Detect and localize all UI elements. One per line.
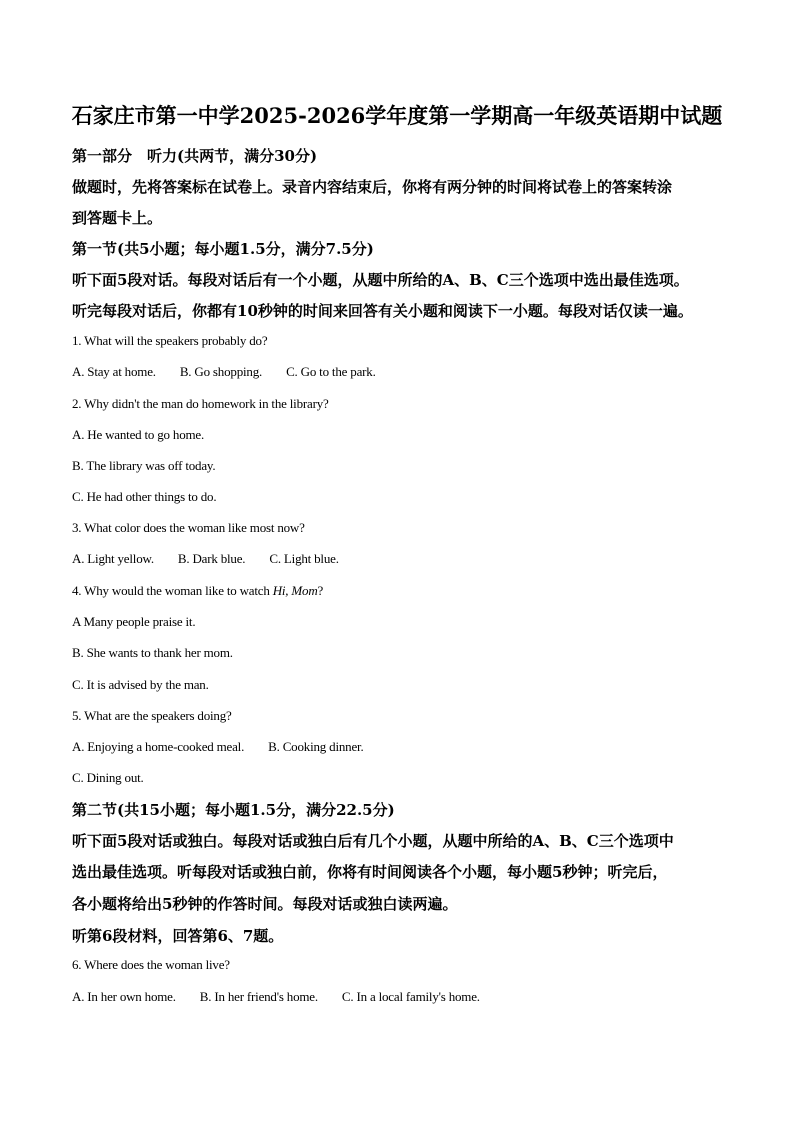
q5-options [72, 739, 364, 755]
section1-instruction-2: 听完每段对话后，你都有10秒钟的时间来回答有关小题和阅读下一小题。每段对话仅读一遍。 [72, 302, 693, 320]
q6-option-b: B. In her friend's home. [199, 989, 318, 1004]
q2-stem: 2. Why didn't the man do homework in the library? [72, 396, 329, 411]
q4-stem [72, 583, 323, 599]
q3-options [72, 551, 339, 567]
q4-option-b: B. She wants to thank her mom. [72, 645, 233, 660]
q3-option-a: A. Light yellow. [72, 551, 154, 566]
section1-heading: 第一节(共5小题；每小题1.5分，满分7.5分) [72, 240, 374, 258]
q4-stem-text: 4. Why would the woman like to watch [72, 583, 273, 598]
q5-stem: 5. What are the speakers doing? [72, 708, 232, 723]
q1-option-c: C. Go to the park. [286, 364, 376, 379]
q1-option-b: B. Go shopping. [179, 364, 263, 379]
q6-options [72, 989, 480, 1005]
q6-option-a: A. In her own home. [72, 989, 176, 1004]
section2-instruction-2: 选出最佳选项。听每段对话或独白前，你将有时间阅读各个小题，每小题5秒钟；听完后， [72, 863, 668, 881]
q6-stem: 6. Where does the woman live? [72, 957, 230, 972]
q3-option-c: C. Light blue. [269, 551, 339, 566]
section2-heading: 第二节(共15小题；每小题1.5分，满分22.5分) [72, 801, 395, 819]
q3-option-b: B. Dark blue. [177, 551, 246, 566]
section1-instruction-1: 听下面5段对话。每段对话后有一个小题，从题中所给的A、B、C三个选项中选出最佳选项。 [72, 271, 689, 289]
q1-options [72, 364, 376, 380]
q4-option-a: A Many people praise it. [72, 614, 196, 629]
part1-heading: 第一部分 听力(共两节，满分30分) [72, 147, 318, 165]
q2-option-c: C. He had other things to do. [72, 489, 217, 504]
q2-option-a: A. He wanted to go home. [72, 427, 205, 442]
q1-option-a: A. Stay at home. [72, 364, 156, 379]
q1-stem: 1. What will the speakers probably do? [72, 333, 268, 348]
q2-option-b: B. The library was off today. [72, 458, 216, 473]
q4-stem-end: ? [317, 583, 324, 598]
material-6-heading: 听第6段材料，回答第6、7题。 [72, 927, 284, 945]
section2-instruction-1: 听下面5段对话或独白。每段对话或独白后有几个小题，从题中所给的A、B、C三个选项中 [72, 832, 674, 850]
q3-stem: 3. What color does the woman like most now? [72, 520, 305, 535]
q4-option-c: C. It is advised by the man. [72, 677, 209, 692]
q5-option-b: B. Cooking dinner. [268, 739, 364, 754]
directions-line-1: 做题时，先将答案标在试卷上。录音内容结束后，你将有两分钟的时间将试卷上的答案转涂 [72, 178, 673, 196]
q4-stem-title: Hi, Mom [272, 583, 318, 598]
directions-line-2: 到答题卡上。 [72, 209, 163, 227]
section2-instruction-3: 各小题将给出5秒钟的作答时间。每段对话或独白读两遍。 [72, 895, 458, 913]
exam-title: 石家庄市第一中学2025-2026学年度第一学期高一年级英语期中试题 [71, 103, 723, 128]
q6-option-c: C. In a local family's home. [341, 989, 480, 1004]
q5-option-c: C. Dining out. [72, 770, 144, 785]
q5-option-a: A. Enjoying a home-cooked meal. [72, 739, 245, 754]
